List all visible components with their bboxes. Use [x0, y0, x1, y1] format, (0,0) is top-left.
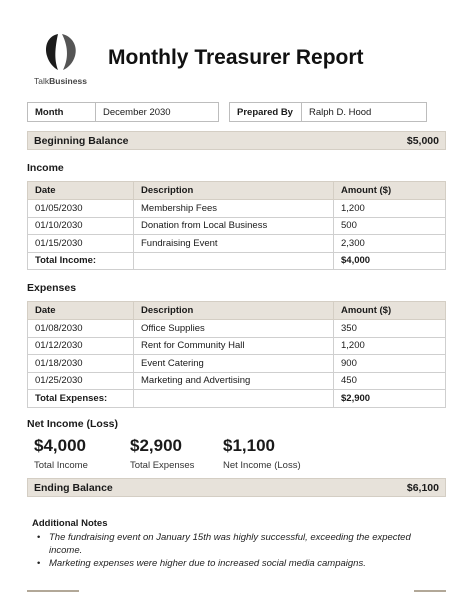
expense-date: 01/08/2030	[28, 320, 134, 338]
income-header-row	[28, 182, 446, 200]
income-total-empty	[134, 252, 334, 270]
beginning-balance-label: Beginning Balance	[34, 134, 129, 147]
list-item: • The fundraising event on January 15th was highly successful, exceeding the expected income.	[34, 531, 414, 557]
income-total-row	[28, 252, 446, 270]
expense-date: 01/25/2030	[28, 372, 134, 390]
month-field	[27, 102, 219, 122]
company-logo	[34, 32, 94, 88]
expenses-total-row	[28, 390, 446, 408]
expense-amount: 1,200	[334, 337, 446, 355]
expenses-header-amount: Amount ($)	[334, 302, 446, 320]
ending-balance-value: $6,100	[406, 481, 439, 494]
expense-description: Rent for Community Hall	[134, 337, 334, 355]
income-amount: 1,200	[334, 200, 446, 218]
income-title: Income	[27, 162, 64, 174]
income-date: 01/15/2030	[28, 235, 134, 253]
table-row	[28, 235, 446, 253]
footer-accent-line-right	[414, 590, 446, 592]
expenses-header-row	[28, 302, 446, 320]
ending-balance-band	[27, 478, 446, 497]
net-summary-value: $4,000	[34, 436, 86, 455]
net-income-title: Net Income (Loss)	[27, 418, 119, 430]
net-summary-total-income	[34, 436, 88, 471]
page-title: Monthly Treasurer Report	[108, 46, 364, 69]
income-description: Donation from Local Business	[134, 217, 334, 235]
income-amount: 2,300	[334, 235, 446, 253]
ending-balance-label: Ending Balance	[34, 481, 113, 494]
income-date: 01/10/2030	[28, 217, 134, 235]
income-header-amount: Amount ($)	[334, 182, 446, 200]
income-total-label: Total Income:	[28, 252, 134, 270]
expense-date: 01/12/2030	[28, 337, 134, 355]
expense-description: Marketing and Advertising	[134, 372, 334, 390]
expenses-header-date: Date	[28, 302, 134, 320]
income-description: Fundraising Event	[134, 235, 334, 253]
expense-amount: 350	[334, 320, 446, 338]
income-header-description: Description	[134, 182, 334, 200]
income-total-value: $4,000	[334, 252, 446, 270]
footer-accent-line-left	[27, 590, 79, 592]
expense-amount: 450	[334, 372, 446, 390]
month-value: December 2030	[103, 107, 171, 118]
notes-title: Additional Notes	[32, 518, 108, 529]
expenses-header-description: Description	[134, 302, 334, 320]
table-row	[28, 217, 446, 235]
list-item: • Marketing expenses were higher due to increased social media campaigns.	[34, 557, 414, 570]
net-summary-total-expenses	[130, 436, 194, 471]
month-label: Month	[28, 103, 96, 121]
table-row	[28, 337, 446, 355]
notes-list	[34, 531, 414, 570]
net-summary-label: Total Income	[34, 460, 88, 471]
beginning-balance-band	[27, 131, 446, 150]
expense-description: Event Catering	[134, 355, 334, 373]
table-row	[28, 200, 446, 218]
expenses-total-value: $2,900	[334, 390, 446, 408]
expense-amount: 900	[334, 355, 446, 373]
net-summary-label: Net Income (Loss)	[223, 460, 301, 471]
net-summary-net-income	[223, 436, 301, 471]
expenses-title: Expenses	[27, 282, 77, 294]
expenses-total-label: Total Expenses:	[28, 390, 134, 408]
expense-description: Office Supplies	[134, 320, 334, 338]
talkbusiness-logo-icon	[42, 32, 80, 72]
table-row	[28, 372, 446, 390]
net-summary-value: $2,900	[130, 436, 182, 455]
table-row	[28, 320, 446, 338]
income-date: 01/05/2030	[28, 200, 134, 218]
logo-text: TalkBusiness	[34, 76, 87, 86]
expense-date: 01/18/2030	[28, 355, 134, 373]
prepared-by-value: Ralph D. Hood	[309, 107, 372, 118]
income-header-date: Date	[28, 182, 134, 200]
expenses-total-empty	[134, 390, 334, 408]
beginning-balance-value: $5,000	[406, 134, 439, 147]
prepared-by-label: Prepared By	[230, 103, 302, 121]
expenses-table	[27, 301, 446, 408]
prepared-by-field	[229, 102, 427, 122]
income-amount: 500	[334, 217, 446, 235]
income-description: Membership Fees	[134, 200, 334, 218]
net-summary-label: Total Expenses	[130, 460, 195, 471]
income-table	[27, 181, 446, 270]
net-summary-value: $1,100	[223, 436, 275, 455]
table-row	[28, 355, 446, 373]
